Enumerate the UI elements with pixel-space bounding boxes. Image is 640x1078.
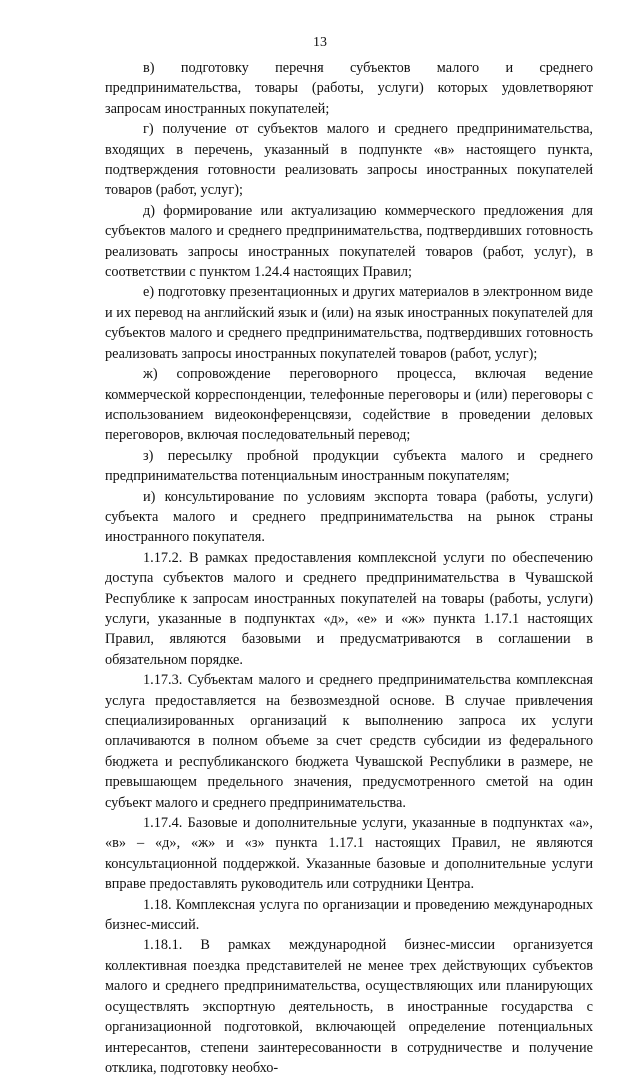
paragraph-item-v: в) подготовку перечня субъектов малого и среднего предпринимательства, товары (работы, услуги) которых удовлетворяют запросам иностранных покупателей; [105, 60, 593, 117]
paragraph-1-17-4: 1.17.4. Базовые и дополнительные услуги, указанные в подпунктах «а», «в» – «д», «ж» и «з» пункта 1.17.1 настоящих Правил, не являются консультационной поддержкой. Указанные базовые и дополнительные услуги вправе предоставлять руководитель или сотрудники Центра. [105, 815, 593, 893]
paragraph-1-17-2: 1.17.2. В рамках предоставления комплексной услуги по обеспечению доступа субъектов малого и среднего предпринимательства в Чувашской Республике к запросам иностранных покупателей на товары (работы, услуги) услуги, указанные в подпунктах «д», «е» и «ж» пункта 1.17.1 настоящих Правил, являются базовыми и предусматриваются в соглашении в обязательном порядке. [105, 549, 593, 668]
paragraph-1-18-1: 1.18.1. В рамках международной бизнес-миссии организуется коллективная поездка представителей не менее трех действующих субъектов малого и среднего предпринимательства, осуществляющих или планирующих осуществлять экспортную деятельность, в иностранные государства с организационной подготовкой, включающей определение потенциальных интересантов, степени заинтересованности в сотрудничестве и получение отклика, подготовку необхо- [105, 937, 593, 1076]
paragraph-1-17-3: 1.17.3. Субъектам малого и среднего предпринимательства комплексная услуга предоставляется на безвозмездной основе. В случае привлечения специализированных организаций к выполнению запроса их услуги оплачиваются в полном объеме за счет средств субсидии из федерального бюджета и республиканского бюджета Чувашской Республики в размере, не превышающем предельного значения, предусмотренного сметой на один субъект малого и среднего предпринимательства. [105, 672, 593, 811]
paragraph-item-z: з) пересылку пробной продукции субъекта малого и среднего предпринимательства потенциальным иностранным покупателям; [105, 447, 593, 485]
document-body [105, 58, 593, 1078]
paragraph-item-e: е) подготовку презентационных и других материалов в электронном виде и их перевод на английский язык и (или) на язык иностранных покупателей для субъектов малого и среднего предпринимательства, подтвердивших готовность реализовать запросы иностранных покупателей товаров (работ, услуг); [105, 284, 593, 362]
paragraph-1-18: 1.18. Комплексная услуга по организации и проведению международных бизнес-миссий. [105, 896, 593, 934]
page-number: 13 [313, 35, 327, 50]
paragraph-item-d: д) формирование или актуализацию коммерческого предложения для субъектов малого и среднего предпринимательства, подтвердивших готовность реализовать запросы иностранных покупателей товаров (работ, услуг), в соответствии с пунктом 1.24.4 настоящих Правил; [105, 202, 593, 281]
paragraph-item-g: г) получение от субъектов малого и среднего предпринимательства, входящих в перечень, указанный в подпункте «в» настоящего пункта, подтверждения готовности реализовать запросы иностранных покупателей товаров (работ, услуг); [105, 121, 593, 199]
paragraph-item-zh: ж) сопровождение переговорного процесса, включая ведение коммерческой корреспонденции, телефонные переговоры и (или) переговоры с использованием видеоконференцсвязи, содействие в проведении деловых переговоров, включая последовательный перевод; [105, 366, 593, 444]
paragraph-item-i: и) консультирование по условиям экспорта товара (работы, услуги) субъекта малого и среднего предпринимательства на рынок страны иностранного покупателя. [105, 488, 593, 546]
